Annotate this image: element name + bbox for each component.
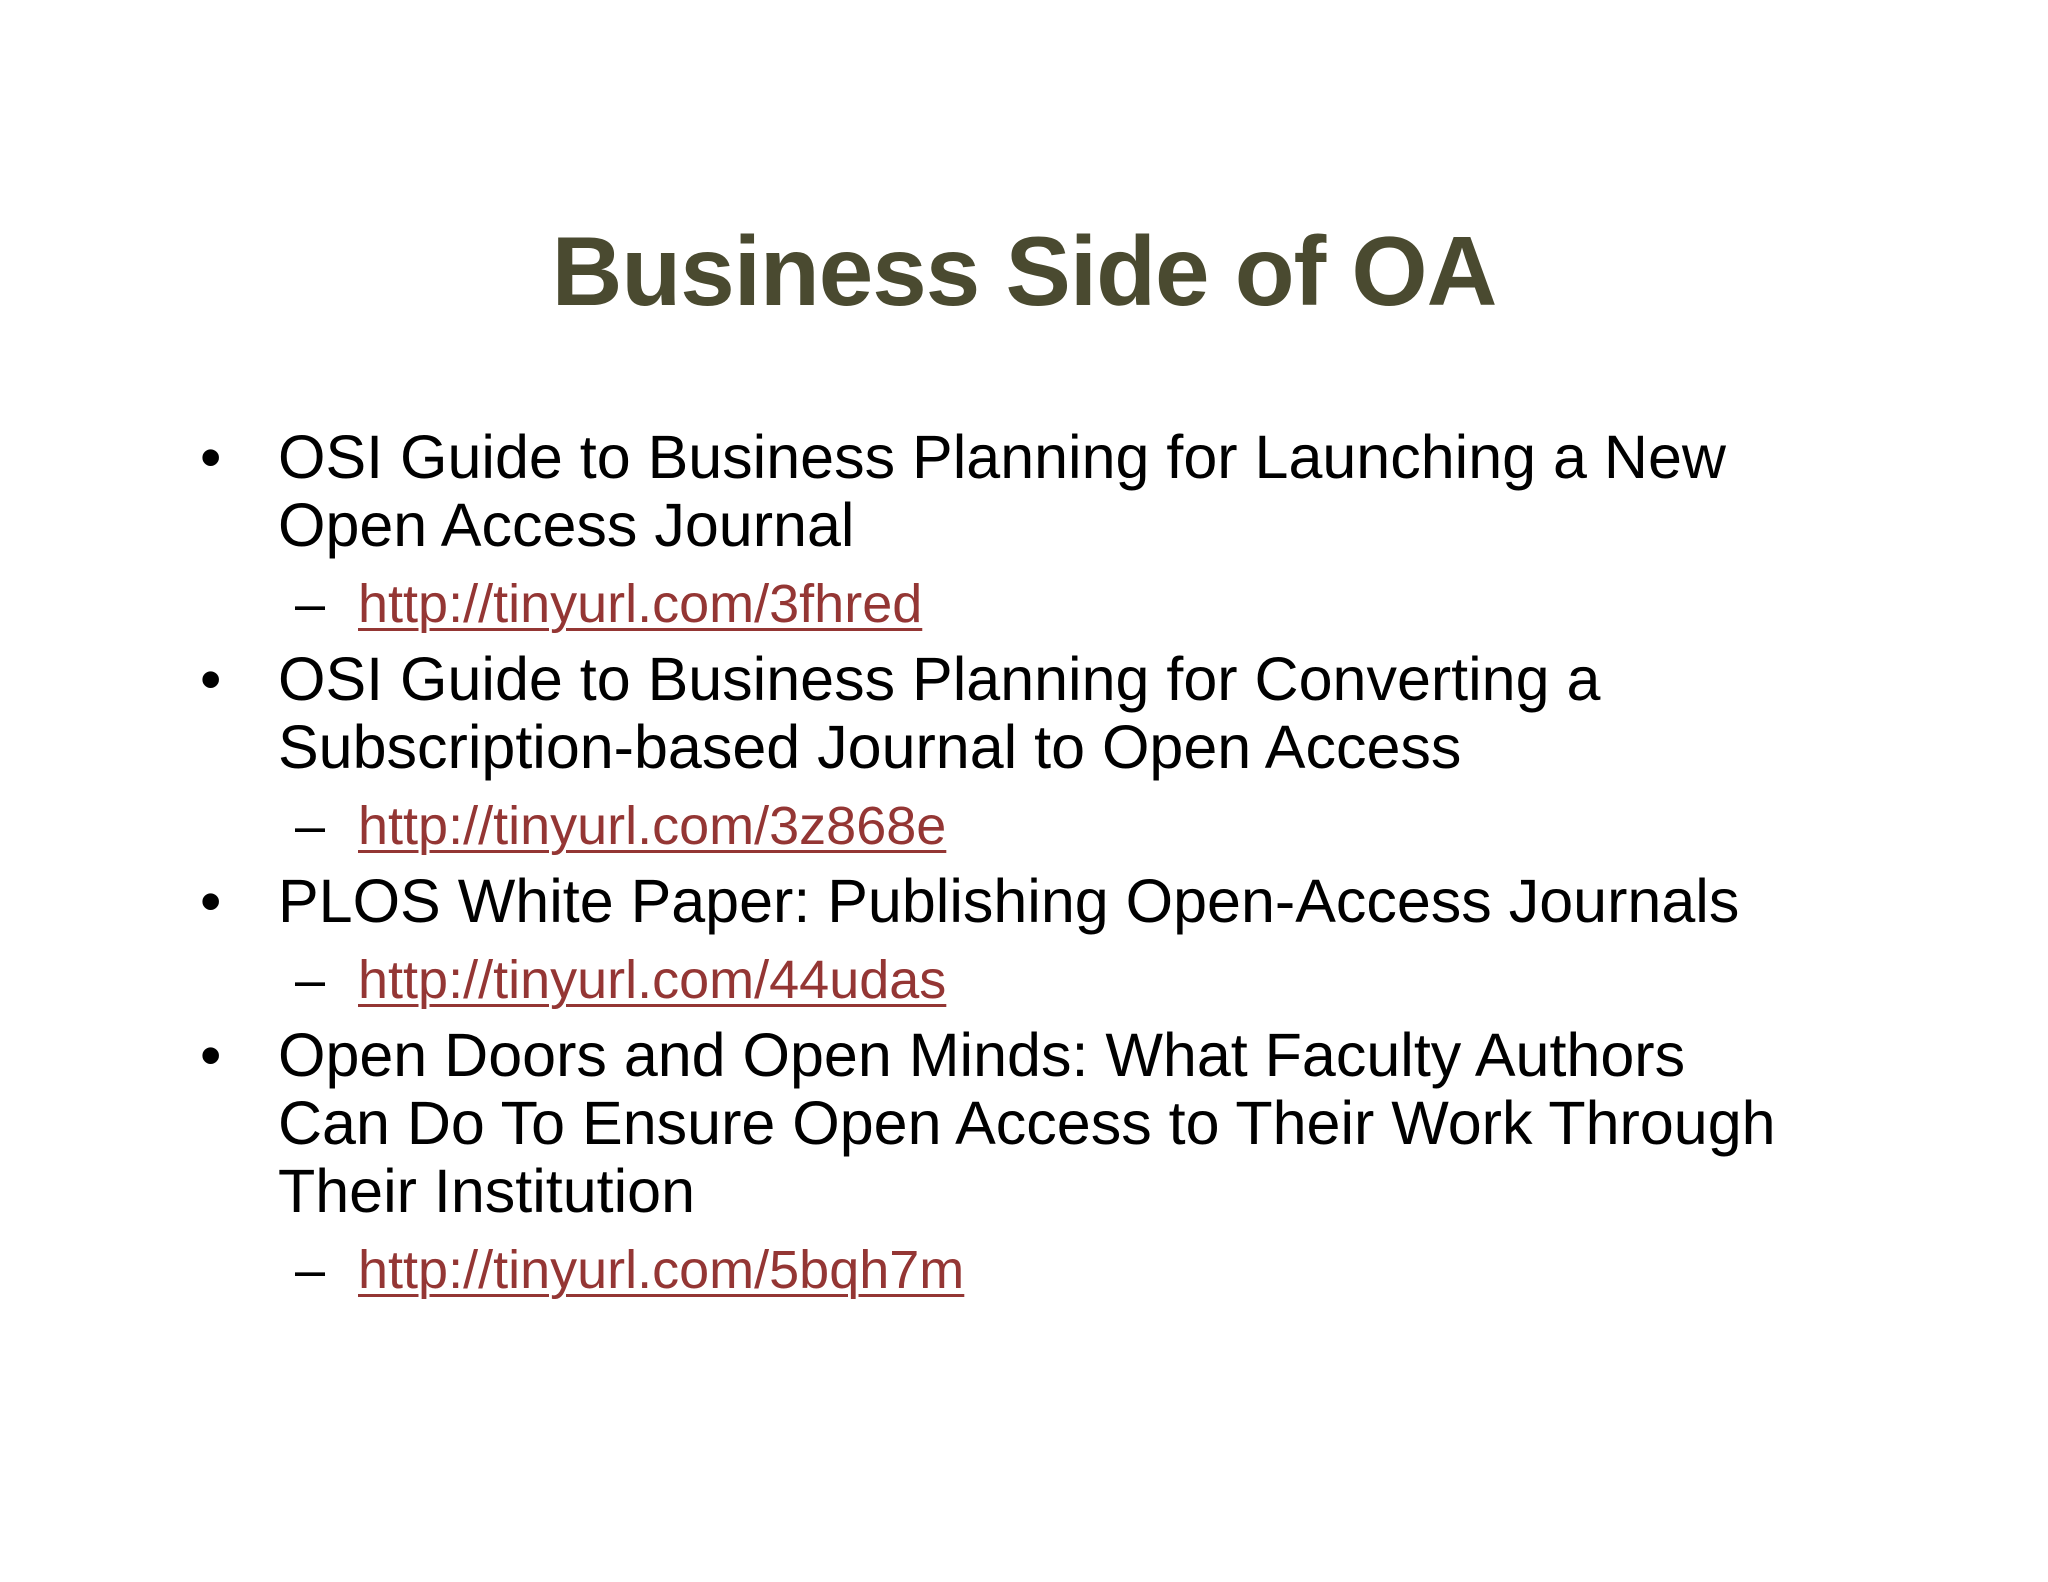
link-3z868e[interactable]: http://tinyurl.com/3z868e [358,796,947,856]
bullet-icon: • [200,1021,222,1089]
sub-item-link [200,573,1840,635]
bullet-line: Subscription-based Journal to Open Access [278,713,1462,781]
bullet-item-plos-white-paper [200,867,1840,935]
link-44udas[interactable]: http://tinyurl.com/44udas [358,950,947,1010]
bullet-line: Open Access Journal [278,491,855,559]
slide-title: Business Side of OA [551,216,1497,326]
dash-icon: – [295,1240,326,1300]
link-3fhred[interactable]: http://tinyurl.com/3fhred [358,574,923,634]
bullet-icon: • [200,645,222,713]
link-5bqh7m[interactable]: http://tinyurl.com/5bqh7m [358,1240,965,1300]
bullet-line: OSI Guide to Business Planning for Converting a [278,645,1601,713]
bullet-item-osi-launching [200,423,1840,559]
bullet-line: Their Institution [278,1157,696,1225]
bullet-item-open-doors [200,1021,1840,1225]
dash-icon: – [295,950,326,1010]
bullet-line: OSI Guide to Business Planning for Launching a New [278,423,1726,491]
dash-icon: – [295,796,326,856]
bullet-icon: • [200,423,222,491]
bullet-line: Open Doors and Open Minds: What Faculty Authors [278,1021,1686,1089]
sub-item-link [200,1239,1840,1301]
dash-icon: – [295,574,326,634]
bullet-line: PLOS White Paper: Publishing Open-Access Journals [278,867,1740,935]
sub-item-link [200,949,1840,1011]
bullet-line: Can Do To Ensure Open Access to Their Work Through [278,1089,1776,1157]
bullet-list [200,423,1840,1311]
bullet-item-osi-converting [200,645,1840,781]
bullet-icon: • [200,867,222,935]
sub-item-link [200,795,1840,857]
